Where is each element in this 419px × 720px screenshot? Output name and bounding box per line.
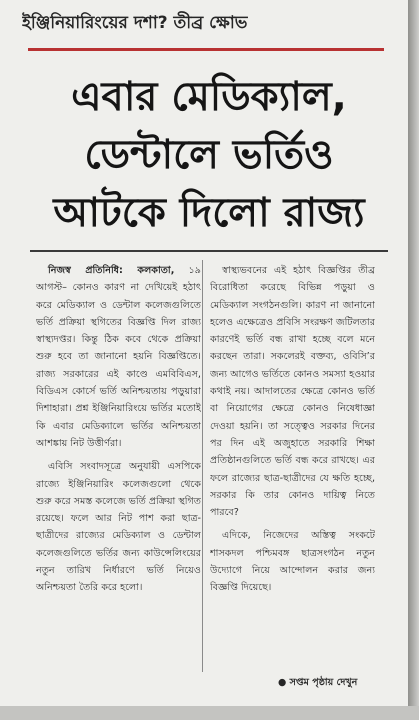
- red-divider-rule: [28, 48, 384, 51]
- page-edge-shadow: [408, 0, 419, 720]
- article-column-right: [210, 262, 375, 662]
- article-paragraph: এবিসি সংবাদসূত্রে অনুযায়ী এসপিকে রাজ্যে ইঞ্জিনিয়ারিং কলেজগুলো থেকে শুরু করে সমস্ত কলেজে ভর্তি প্রক্রিয়া স্থগিত রয়েছে। ফলে আর নিট পাশ করা ছাত্র-ছাত্রীদের রাজ্যের মেডিক্যাল ও ডেন্টাল কলেজগুলিতে ভর্তির জন্য কাউন্সেলিংয়ের নতুন তারিখ নির্ধারণে ভর্তি নিয়েও অনিশ্চয়তা তৈরি করে হলো।: [36, 461, 201, 594]
- article-paragraph: স্বাস্থ্যভবনের এই হঠাৎ বিজ্ঞপ্তির তীব্র বিরোধিতা করেছে বিভিন্ন পড়ুয়া ও মেডিক্যাল সংগঠনগুলি। কারণ না জানানো হলেও এক্ষেত্রেও প্রবিসি সংরক্ষণ জটিলতার কারণেই ভর্তি বন্ধ রাখা হচ্ছে বলে মনে করছেন তারা। সকলেরই বক্তব্য, ওবিসি’র জন্য আগেও ভর্তিতে কোনও সমস্যা হওয়ার কথাই নয়। আদালতের ক্ষেত্রে কোনও ভর্তি বা নিয়োগের ক্ষেত্রে কোনও নিষেধাজ্ঞা দেওয়া হয়নি। তা সত্ত্বেও সরকার দিনের পর দিন এই অজুহাতে সরকারি শিক্ষা প্রতিষ্ঠানগুলিতে ভর্তি বন্ধ করে রাখছে। এর ফলে রাজ্যের ছাত্র-ছাত্রীদের যে ক্ষতি হচ্ছে, সরকার কি তার কোনও দায়িত্ব নিতে পারবে?: [210, 265, 375, 519]
- byline: নিজস্ব প্রতিনিধি: কলকাতা,: [48, 265, 175, 276]
- article-paragraph: এদিকে, নিজেদের অস্তিত্ব সংকটে শাসকদল পশ্চিমবঙ্গ ছাত্রসংগঠন নতুন উদ্যোগে নিয়ে আন্দোলন করার জন্য বিজ্ঞপ্তি দিয়েছে।: [210, 530, 375, 594]
- continued-on-page-note: ● সপ্তম পৃষ্ঠায় দেখুন: [278, 677, 358, 688]
- headline-line-1: এবার মেডিক্যাল,: [71, 74, 347, 120]
- article-paragraph: [36, 262, 201, 452]
- article-paragraph-text: ১৯ আগস্ট– কোনও কারণ না দেখিয়েই হঠাৎ করে মেডিক্যাল ও ডেন্টাল কলেজগুলিতে ভর্তি প্রক্রিয়া স্থগিতের বিজ্ঞপ্তি দিল রাজ্য স্বাস্থ্যদপ্তর। কিন্তু ঠিক কবে থেকে প্রক্রিয়া শুরু হবে তা জানানো হয়নি বিজ্ঞপ্তিতে। রাজ্য সরকারের এই কাণ্ডে এমবিবিএস, বিডিএস কোর্সে ভর্তি অনিশ্চয়তায় পড়ুয়ারা দিশাহারা। প্রশ্ন ইঞ্জিনিয়ারিংয়ে ভর্তির মতোই কি এবার মেডিক্যালে ভর্তির অনিশ্চয়তা আশঙ্কায় নিট উত্তীর্ণরা।: [36, 265, 201, 449]
- headline-underline-rule: [30, 250, 388, 252]
- column-divider: [202, 260, 203, 672]
- article-column-left: [36, 262, 201, 662]
- page-bottom-edge: [0, 706, 419, 720]
- headline-line-2: ডেন্টালে ভর্তিও: [84, 132, 334, 178]
- headline-line-3: আটকে দিলো রাজ্য: [53, 190, 365, 236]
- kicker-headline: ইঞ্জিনিয়ারিংয়ের দশা? তীব্র ক্ষোভ: [22, 13, 248, 33]
- main-headline: [18, 68, 400, 242]
